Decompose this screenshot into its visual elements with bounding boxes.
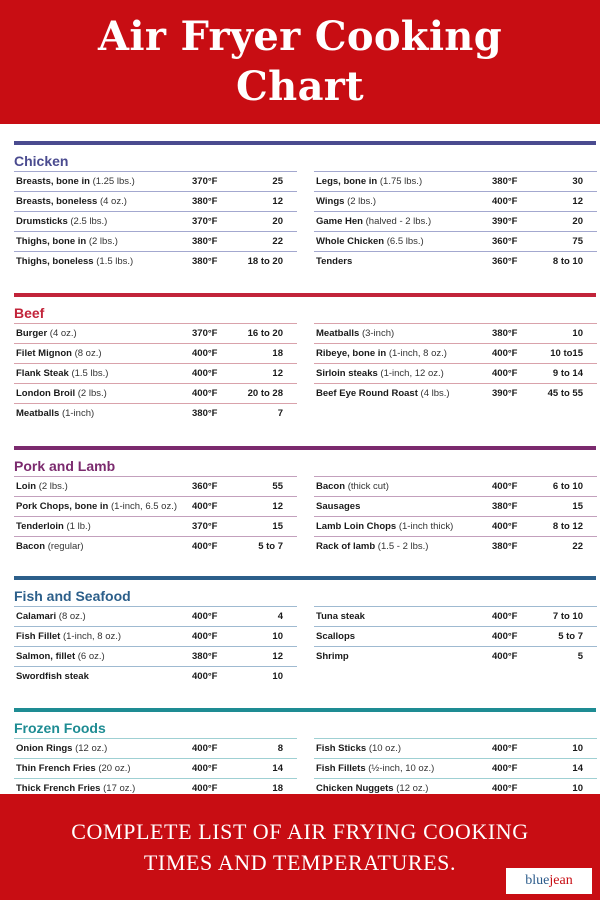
table-row — [14, 231, 297, 251]
page-title — [98, 12, 502, 112]
food-name: Shrimp — [316, 651, 349, 662]
food-item — [16, 252, 133, 271]
food-name: London Broil — [16, 388, 76, 399]
table-row — [14, 476, 297, 496]
table-row — [14, 251, 297, 271]
cook-time: 45 to 55 — [547, 388, 583, 399]
footer-banner — [0, 794, 600, 900]
table-row — [14, 496, 297, 516]
section-divider — [14, 141, 596, 145]
table-row — [314, 231, 597, 251]
table-row — [314, 626, 597, 646]
food-name: Flank Steak — [16, 368, 69, 379]
section-divider — [14, 446, 596, 450]
section-divider — [14, 293, 596, 297]
food-name: Pork Chops, bone in — [16, 501, 109, 512]
food-name: Tenderloin — [16, 521, 64, 532]
food-item — [16, 627, 121, 646]
cook-time: 10 — [572, 328, 583, 339]
cook-time: 22 — [272, 236, 283, 247]
temperature: 400°F — [492, 348, 518, 359]
table-row — [314, 758, 597, 778]
temperature: 400°F — [192, 368, 218, 379]
food-name: Thighs, bone in — [16, 236, 87, 247]
food-detail: (10 oz.) — [368, 743, 402, 754]
section-frozen-foods — [14, 708, 596, 800]
table-row — [314, 191, 597, 211]
food-item — [16, 477, 68, 496]
temperature: 370°F — [192, 328, 218, 339]
cook-time: 8 to 10 — [552, 256, 583, 267]
food-item — [316, 252, 352, 271]
footer-caption-line1: COMPLETE LIST OF AIR FRYING COOKING — [71, 819, 529, 844]
temperature: 400°F — [192, 388, 218, 399]
temperature: 400°F — [492, 481, 518, 492]
temperature: 400°F — [192, 671, 218, 682]
temperature: 380°F — [492, 501, 518, 512]
temperature: 380°F — [192, 651, 218, 662]
food-name: Bacon — [316, 481, 346, 492]
food-name: Tenders — [316, 256, 353, 267]
food-item — [16, 232, 118, 251]
food-item — [16, 324, 77, 343]
food-item — [16, 667, 89, 686]
food-item — [16, 212, 107, 231]
table-row — [14, 626, 297, 646]
section-pork-and-lamb — [14, 446, 596, 558]
cook-time: 6 to 10 — [552, 481, 583, 492]
food-name: Lamb Loin Chops — [316, 521, 397, 532]
cook-time: 14 — [572, 763, 583, 774]
cook-time: 55 — [272, 481, 283, 492]
food-name: Swordfish steak — [16, 671, 89, 682]
section-fish-and-seafood — [14, 576, 596, 688]
food-detail: (2 lbs.) — [88, 236, 118, 247]
food-detail: (1.25 lbs.) — [92, 176, 135, 187]
table-row — [314, 476, 597, 496]
temperature: 400°F — [492, 631, 518, 642]
food-item — [16, 364, 108, 383]
food-name: Ribeye, bone in — [316, 348, 387, 359]
cook-time: 4 — [277, 611, 283, 622]
temperature: 380°F — [192, 256, 218, 267]
temperature: 380°F — [492, 328, 518, 339]
food-item — [16, 739, 107, 758]
temperature: 400°F — [192, 501, 218, 512]
temperature: 400°F — [192, 611, 218, 622]
food-item — [316, 324, 394, 343]
food-name: Scallops — [316, 631, 356, 642]
cook-time: 10 — [572, 783, 583, 794]
food-name: Breasts, boneless — [16, 196, 98, 207]
food-name: Beef Eye Round Roast — [316, 388, 418, 399]
table-row — [14, 383, 297, 403]
table-row — [314, 516, 597, 536]
food-name: Fish Sticks — [316, 743, 367, 754]
food-item — [16, 497, 177, 516]
cook-time: 15 — [272, 521, 283, 532]
food-name: Drumsticks — [16, 216, 68, 227]
table-row — [14, 191, 297, 211]
food-item — [16, 384, 107, 403]
section-beef — [14, 293, 596, 425]
food-detail: (8 oz.) — [58, 611, 86, 622]
table-row — [314, 646, 597, 666]
temperature: 390°F — [492, 388, 518, 399]
food-detail: (4 lbs.) — [420, 388, 450, 399]
temperature: 400°F — [192, 763, 218, 774]
food-item — [16, 344, 102, 363]
food-name: Chicken Nuggets — [316, 783, 394, 794]
food-detail: (8 oz.) — [74, 348, 102, 359]
food-detail: (4 oz.) — [99, 196, 127, 207]
food-item — [316, 647, 349, 666]
cook-time: 12 — [572, 196, 583, 207]
food-name: Legs, bone in — [316, 176, 378, 187]
food-item — [16, 192, 127, 211]
temperature: 380°F — [192, 196, 218, 207]
temperature: 400°F — [492, 196, 518, 207]
cook-time: 18 — [272, 783, 283, 794]
temperature: 380°F — [192, 408, 218, 419]
temperature: 400°F — [192, 348, 218, 359]
food-detail: (1-inch, 8 oz.) — [388, 348, 447, 359]
temperature: 380°F — [492, 541, 518, 552]
food-name: Sirloin steaks — [316, 368, 378, 379]
temperature: 360°F — [492, 236, 518, 247]
food-name: Bacon — [16, 541, 46, 552]
food-detail: (1-inch, 12 oz.) — [380, 368, 444, 379]
table-row — [314, 171, 597, 191]
food-name: Thin French Fries — [16, 763, 96, 774]
food-name: Rack of lamb — [316, 541, 376, 552]
food-item — [16, 172, 135, 191]
temperature: 400°F — [192, 743, 218, 754]
section-title: Beef — [14, 305, 45, 321]
cook-time: 10 — [272, 631, 283, 642]
table-row — [14, 606, 297, 626]
food-item — [316, 344, 447, 363]
table-row — [314, 343, 597, 363]
temperature: 400°F — [492, 521, 518, 532]
food-detail: (1.5 - 2 lbs.) — [377, 541, 429, 552]
food-name: Meatballs — [316, 328, 360, 339]
food-name: Whole Chicken — [316, 236, 385, 247]
cook-time: 15 — [572, 501, 583, 512]
food-item — [16, 607, 86, 626]
table-row — [314, 496, 597, 516]
cook-time: 5 — [577, 651, 583, 662]
food-name: Thick French Fries — [16, 783, 101, 794]
cook-time: 12 — [272, 368, 283, 379]
section-chicken — [14, 141, 596, 273]
food-item — [316, 192, 376, 211]
temperature: 390°F — [492, 216, 518, 227]
table-row — [14, 646, 297, 666]
table-row — [14, 403, 297, 423]
food-name: Calamari — [16, 611, 57, 622]
table-row — [14, 323, 297, 343]
temperature: 400°F — [492, 743, 518, 754]
food-name: Wings — [316, 196, 345, 207]
cook-time: 8 to 12 — [552, 521, 583, 532]
temperature: 370°F — [192, 176, 218, 187]
food-detail: (1.5 lbs.) — [71, 368, 109, 379]
temperature: 370°F — [192, 216, 218, 227]
section-title: Frozen Foods — [14, 720, 106, 736]
food-detail: (20 oz.) — [98, 763, 131, 774]
brand-logo-text-2: jean — [549, 873, 573, 888]
cook-time: 7 to 10 — [552, 611, 583, 622]
food-detail: (12 oz.) — [75, 743, 108, 754]
section-title: Chicken — [14, 153, 69, 169]
header-banner — [0, 0, 600, 124]
food-detail: (2.5 lbs.) — [70, 216, 108, 227]
table-row — [14, 363, 297, 383]
food-item — [16, 647, 105, 666]
cook-time: 7 — [277, 408, 283, 419]
temperature: 400°F — [192, 783, 218, 794]
temperature: 400°F — [192, 541, 218, 552]
food-item — [316, 627, 355, 646]
table-row — [314, 211, 597, 231]
table-row — [314, 383, 597, 403]
cook-time: 10 to15 — [550, 348, 583, 359]
brand-logo-text-1: blue — [525, 873, 550, 888]
cook-time: 18 — [272, 348, 283, 359]
table-row — [14, 666, 297, 686]
food-item — [316, 537, 428, 556]
table-row — [14, 758, 297, 778]
food-item — [16, 537, 84, 556]
section-title: Fish and Seafood — [14, 588, 131, 604]
table-row — [14, 211, 297, 231]
temperature: 370°F — [192, 521, 218, 532]
cook-time: 10 — [572, 743, 583, 754]
food-item — [316, 477, 389, 496]
cook-time: 12 — [272, 501, 283, 512]
cook-time: 9 to 14 — [552, 368, 583, 379]
temperature: 380°F — [492, 176, 518, 187]
food-detail: (1.75 lbs.) — [379, 176, 423, 187]
food-detail: (4 oz.) — [49, 328, 77, 339]
temperature: 400°F — [492, 763, 518, 774]
food-name: Onion Rings — [16, 743, 73, 754]
cook-time: 12 — [272, 651, 283, 662]
food-name: Thighs, boneless — [16, 256, 94, 267]
footer-caption-line2: TIMES AND TEMPERATURES. — [143, 850, 457, 875]
cooking-chart — [14, 124, 596, 794]
food-name: Fish Fillet — [16, 631, 61, 642]
food-name: Game Hen — [316, 216, 363, 227]
section-divider — [14, 576, 596, 580]
table-row — [314, 606, 597, 626]
temperature: 360°F — [192, 481, 218, 492]
table-row — [14, 738, 297, 758]
food-item — [316, 497, 360, 516]
food-item — [16, 759, 131, 778]
temperature: 380°F — [192, 236, 218, 247]
food-detail: (1-inch, 8 oz.) — [62, 631, 122, 642]
table-row — [14, 171, 297, 191]
table-row — [314, 251, 597, 271]
table-row — [314, 738, 597, 758]
food-detail: (6 oz.) — [77, 651, 105, 662]
cook-time: 16 to 20 — [247, 328, 283, 339]
cook-time: 75 — [572, 236, 583, 247]
food-item — [16, 404, 94, 423]
cook-time: 5 to 7 — [258, 541, 283, 552]
food-name: Tuna steak — [316, 611, 365, 622]
cook-time: 25 — [272, 176, 283, 187]
section-title: Pork and Lamb — [14, 458, 116, 474]
cook-time: 20 to 28 — [247, 388, 283, 399]
food-detail: (1 lb.) — [66, 521, 91, 532]
cook-time: 20 — [572, 216, 583, 227]
food-detail: (1-inch thick) — [398, 521, 454, 532]
footer-caption — [71, 816, 529, 878]
food-item — [316, 212, 431, 231]
food-detail: (regular) — [47, 541, 84, 552]
cook-time: 20 — [272, 216, 283, 227]
temperature: 400°F — [492, 611, 518, 622]
temperature: 400°F — [492, 651, 518, 662]
food-detail: (1.5 lbs.) — [96, 256, 134, 267]
temperature: 400°F — [492, 783, 518, 794]
food-item — [316, 364, 444, 383]
table-row — [14, 343, 297, 363]
food-name: Fish Fillets — [316, 763, 366, 774]
food-detail: (2 lbs.) — [347, 196, 377, 207]
cook-time: 5 to 7 — [558, 631, 583, 642]
food-detail: (1-inch, 6.5 oz.) — [111, 501, 178, 512]
brand-logo — [506, 868, 592, 894]
food-name: Filet Mignon — [16, 348, 72, 359]
cook-time: 8 — [277, 743, 283, 754]
food-detail: (thick cut) — [347, 481, 389, 492]
food-name: Salmon, fillet — [16, 651, 76, 662]
food-item — [316, 759, 434, 778]
section-divider — [14, 708, 596, 712]
food-item — [316, 739, 401, 758]
cook-time: 12 — [272, 196, 283, 207]
cook-time: 18 to 20 — [247, 256, 283, 267]
food-item — [316, 384, 450, 403]
food-name: Breasts, bone in — [16, 176, 90, 187]
temperature: 360°F — [492, 256, 518, 267]
temperature: 400°F — [492, 368, 518, 379]
food-item — [316, 172, 422, 191]
cook-time: 22 — [572, 541, 583, 552]
food-item — [16, 517, 91, 536]
cook-time: 10 — [272, 671, 283, 682]
food-item — [316, 232, 424, 251]
table-row — [14, 536, 297, 556]
food-detail: (2 lbs.) — [77, 388, 107, 399]
cook-time: 30 — [572, 176, 583, 187]
table-row — [14, 516, 297, 536]
food-name: Meatballs — [16, 408, 60, 419]
food-detail: (2 lbs.) — [38, 481, 68, 492]
table-row — [314, 363, 597, 383]
food-name: Burger — [16, 328, 48, 339]
food-detail: (3-inch) — [361, 328, 395, 339]
table-row — [314, 323, 597, 343]
cook-time: 14 — [272, 763, 283, 774]
food-item — [316, 517, 453, 536]
food-detail: (½-inch, 10 oz.) — [368, 763, 435, 774]
food-detail: (1-inch) — [61, 408, 95, 419]
page-title-line2: Chart — [236, 63, 364, 110]
food-detail: (6.5 lbs.) — [386, 236, 424, 247]
temperature: 400°F — [192, 631, 218, 642]
page-title-line1: Air Fryer Cooking — [98, 13, 502, 60]
food-name: Sausages — [316, 501, 361, 512]
food-detail: (17 oz.) — [103, 783, 136, 794]
table-row — [314, 536, 597, 556]
food-detail: (halved - 2 lbs.) — [365, 216, 432, 227]
food-name: Loin — [16, 481, 37, 492]
food-item — [316, 607, 365, 626]
food-detail: (12 oz.) — [396, 783, 429, 794]
